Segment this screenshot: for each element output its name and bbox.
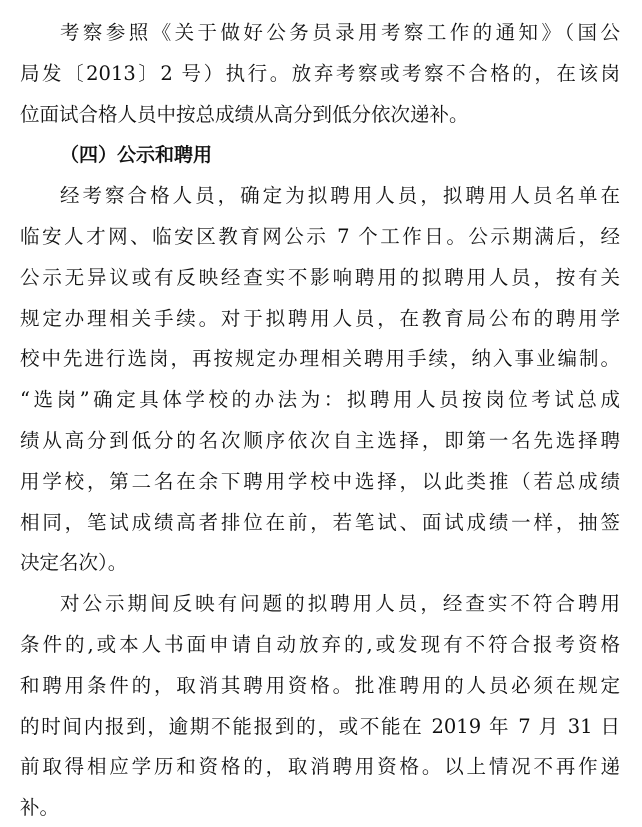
text-line: 绩从高分到低分的名次顺序依次自主选择，即第一名先选择聘 [20,429,620,452]
text-line: 相同，笔试成绩高者排位在前，若笔试、面试成绩一样，抽签 [20,510,620,534]
text-line: 局发〔2013〕2 号）执行。放弃考察或考察不合格的，在该岗 [20,61,620,85]
text-line: 条件的,或本人书面申请自动放弃的,或发现有不符合报考资格 [20,633,620,656]
text-line: 补。 [20,796,60,820]
text-line: 考察参照《关于做好公务员录用考察工作的通知》（国公 [60,21,620,44]
text-line: 的时间内报到，逾期不能报到的，或不能在 2019 年 7 月 31 日 [20,714,620,738]
text-line: 和聘用条件的，取消其聘用资格。批准聘用的人员必须在规定 [20,673,620,697]
text-line: 前取得相应学历和资格的，取消聘用资格。以上情况不再作递 [20,755,620,779]
text-line: 对公示期间反映有问题的拟聘用人员，经查实不符合聘用 [60,592,620,616]
text-line: 决定名次）。 [20,551,128,575]
text-line: 校中先进行选岗，再按规定办理相关聘用手续，纳入事业编制。 [20,347,620,371]
text-line: 公示无异议或有反映经查实不影响聘用的拟聘用人员，按有关 [20,265,620,289]
text-line: 位面试合格人员中按总成绩从高分到低分依次递补。 [20,102,469,126]
section-heading: （四）公示和聘用 [60,144,213,167]
text-line: 经考察合格人员，确定为拟聘用人员，拟聘用人员名单在 [60,184,620,208]
text-line: 用学校，第二名在余下聘用学校中选择，以此类推（若总成绩 [20,469,620,493]
document-page [20,0,620,827]
text-line: 规定办理相关手续。对于拟聘用人员，在教育局公布的聘用学 [20,306,620,330]
text-line: “选岗”确定具体学校的办法为：拟聘用人员按岗位考试总成 [20,388,620,412]
text-line: 临安人才网、临安区教育网公示 7 个工作日。公示期满后，经 [20,225,620,248]
